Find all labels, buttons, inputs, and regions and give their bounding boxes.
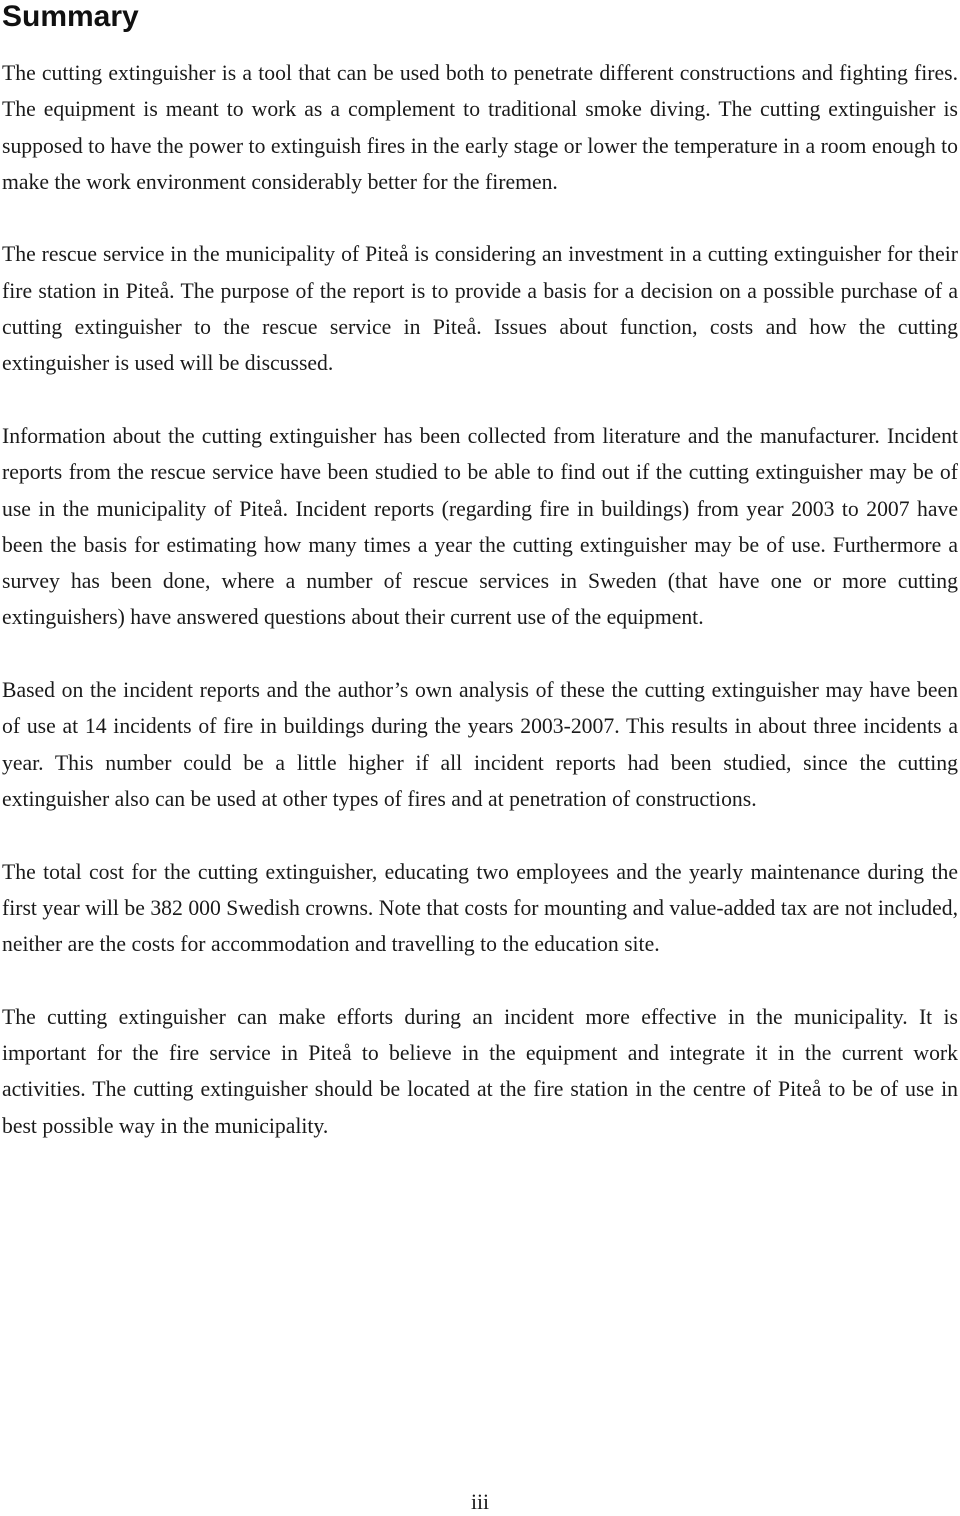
paragraph-costs: The total cost for the cutting extinguisher, educating two employees and the yearly maintenance during the first year will be 382 000 Swedish crowns. Note that costs for mounting and value-added tax are not included, neither are the costs for accommodation and travelling to the education site. <box>2 859 958 957</box>
paragraph-results: Based on the incident reports and the author’s own analysis of these the cutting extinguisher may have been of use at 14 incidents of fire in buildings during the years 2003-2007. This results in about three incidents a year. This number could be a little higher if all incident reports had been studied, since the cutting extinguisher also can be used at other types of fires and at penetration of constructions. <box>2 678 958 811</box>
paragraph-purpose: The rescue service in the municipality of Piteå is considering an investment in a cutting extinguisher for their fire station in Piteå. The purpose of the report is to provide a basis for a decision on a possible purchase of a cutting extinguisher to the rescue service in Piteå. Issues about function, costs and how the cutting extinguisher is used will be discussed. <box>2 242 958 376</box>
paragraph-introduction: The cutting extinguisher is a tool that can be used both to penetrate different constructions and fighting fires. The equipment is meant to work as a complement to traditional smoke diving. The cutting extinguisher is supposed to have the power to extinguish fires in the early stage or lower the temperature in a room enough to make the work environment considerably better for the firemen. <box>2 61 958 194</box>
page-number: iii <box>470 1490 490 1514</box>
section-heading: Summary <box>2 0 139 33</box>
paragraph-conclusion: The cutting extinguisher can make efforts during an incident more effective in the municipality. It is important for the fire service in Piteå to believe in the equipment and integrate it in the current work activities. The cutting extinguisher should be located at the fire station in the centre of Piteå to be of use in best possible way in the municipality. <box>2 1004 958 1138</box>
paragraph-method: Information about the cutting extinguisher has been collected from literature and the manufacturer. Incident reports from the rescue service have been studied to be able to find out if the cutting extinguisher may be of use in the municipality of Piteå. Incident reports (regarding fire in buildings) from year 2003 to 2007 have been the basis for estimating how many times a year the cutting extinguisher may be of use. Furthermore a survey has been done, where a number of rescue services in Sweden (that have one or more cutting extinguishers) have answered questions about their current use of the equipment. <box>2 423 958 630</box>
summary-body <box>2 55 958 1144</box>
